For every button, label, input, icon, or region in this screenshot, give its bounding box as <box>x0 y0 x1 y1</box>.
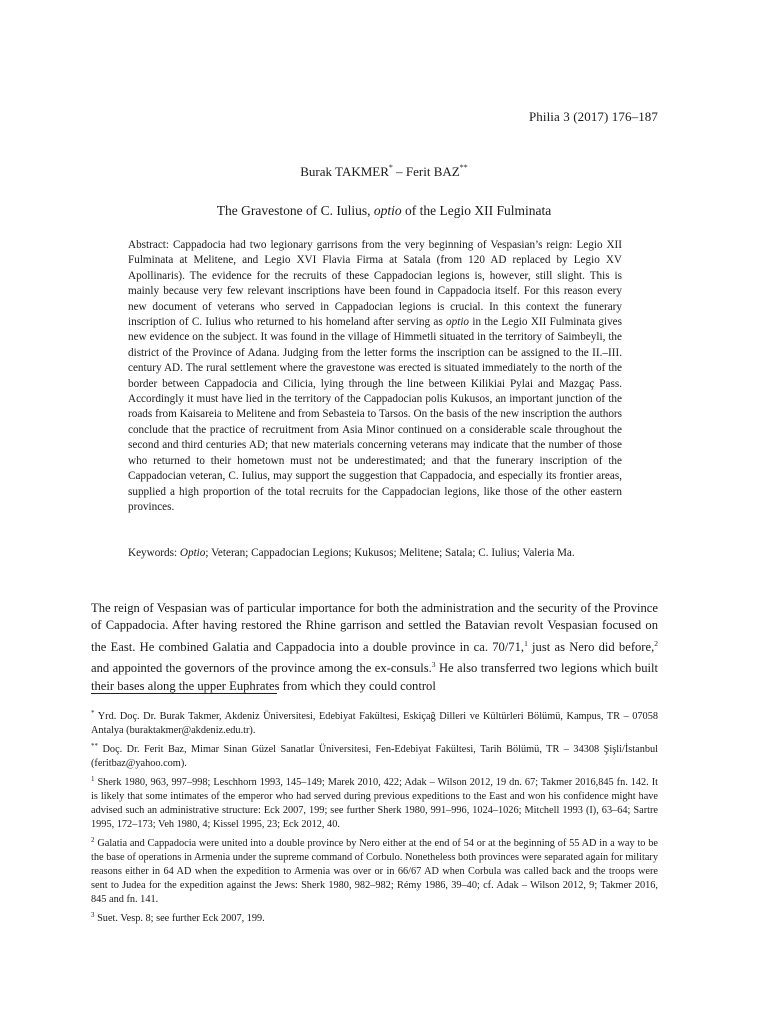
abstract-label: Abstract: <box>128 239 170 251</box>
journal-reference: Philia 3 (2017) 176–187 <box>528 109 658 124</box>
author-2: Ferit BAZ <box>405 164 460 179</box>
author-separator: – <box>392 164 406 179</box>
footnote <box>91 908 658 926</box>
footnote-mark: 2 <box>91 836 95 844</box>
author-1: Burak TAKMER <box>300 164 389 179</box>
abstract <box>128 238 622 515</box>
keywords <box>128 546 622 561</box>
footnote-text: Suet. Vesp. 8; see further Eck 2007, 199. <box>97 913 265 924</box>
footnote-mark: 3 <box>91 911 95 919</box>
footnotes <box>91 706 658 927</box>
author-2-footnote-mark: ** <box>459 163 468 172</box>
footnote-text: Doç. Dr. Ferit Baz, Mimar Sinan Güzel Sanatlar Üniversitesi, Fen-Edebiyat Fakültesi, Tarih Bölümü, TR – 34308 Şişli/İstanbul (feritbaz@yahoo.com). <box>91 744 658 769</box>
abstract-text-2: in the Legio XII Fulminata gives new evidence on the subject. It was found in the village of Himmetli situated in the territory of Saimbeyli, the district of the Province of Adana. Judging from the letter forms the inscription can be assigned to the II.–III. century AD. The rural settlement where the gravestone was erected is situated immediately to the north of the border between Cappadocia and Cilicia, lying through the line between Kilikiai Pylai and Mazgaç Pass. Accordingly it must have lied in the territory of the Cappadocian polis Kukusos, an important junction of the roads from Kaisareia to Melitene and from Sebasteia to Tarsos. On the basis of the new inscription the authors conclude that the practice of recruitment from Asia Minor continued on a considerable scale throughout the second and third centuries AD; that new materials concerning veterans may indicate that the number of those who returned to their hometown must not be underestimated; and that the funerary inscription of the Cappadocian veteran, C. Iulius, may support the suggestion that Cappadocia, and especially its frontier areas, supplied a high proportion of the total recruits for the Cappadocian legions, like those of the other eastern provinces. <box>128 316 622 513</box>
keywords-italic: Optio <box>179 547 206 559</box>
article-title <box>0 203 768 219</box>
footnote-ref-1[interactable]: 1 <box>524 638 528 648</box>
footnote-mark: * <box>91 709 95 717</box>
footnote-ref-2[interactable]: 2 <box>654 638 658 648</box>
footnote <box>91 772 658 832</box>
keywords-label: Keywords: <box>128 547 178 559</box>
footnote-text: Galatia and Cappadocia were united into a double province by Nero either at the end of 54 or at the beginning of 55 AD in a way to be the base of operations in Armenia under the supreme command of Corbulo. Nonetheless both provinces were separated again for military reasons either in 64 AD when the expedition to Armenia was over or in 66/67 AD when Corbula was called back and the troops were sent to Judea for the expedition against the Jews: Sherk 1980, 982–982; Rémy 1986, 39–40; cf. Adak – Wilson 2012, 9; Takmer 2016, 845 and fn. 141. <box>91 838 658 905</box>
footnote <box>91 833 658 907</box>
footnote <box>91 739 658 771</box>
body-paragraph <box>91 600 658 695</box>
body-text-2: just as Nero did before, <box>527 639 655 654</box>
footnote-mark: ** <box>91 742 98 750</box>
footnote-ref-3[interactable]: 3 <box>431 660 436 670</box>
footnote-text: Yrd. Doç. Dr. Burak Takmer, Akdeniz Üniversitesi, Edebiyat Fakültesi, Eskiçağ Dilleri ve Kültürleri Bölümü, Kampus, TR – 07058 Antalya (buraktakmer@akdeniz.edu.tr). <box>91 711 658 736</box>
abstract-italic: optio <box>446 316 470 329</box>
footnote-mark: 1 <box>91 775 95 783</box>
footnote-text: Sherk 1980, 963, 997–998; Leschhorn 1993, 145–149; Marek 2010, 422; Adak – Wilson 2012, 19 dn. 67; Takmer 2016,845 fn. 142. It is likely that some intimates of the emperor who had served during previous expeditions to the East and won his confidence might have advised such an administrative structure: Eck 2007, 199; see further Sherk 1980, 991–996, 1024–1026; Mitchell 1993 (I), 63–64; Sartre 1995, 172–173; Veh 1980, 4; Kissel 1995, 23; Eck 2012, 40. <box>91 777 658 830</box>
body-text-1: The reign of Vespasian was of particular importance for both the administration and the security of the Province of Cappadocia. After having restored the Rhine garrison and settled the Batavian revolt Vespasian focused on the East. He combined Galatia and Cappadocia into a double province in ca. 70/71, <box>91 601 658 654</box>
footnote-divider <box>91 693 277 694</box>
body-text-4: He also transferred two legions which built their bases along the upper Euphrates from which they could control <box>91 661 658 693</box>
abstract-text-1: Cappadocia had two legionary garrisons from the very beginning of Vespasian’s reign: Legio XII Fulminata at Melitene, and Legio XVI Flavia Firma at Satala (from 120 AD replaced by Legio XV Apollinaris). The evidence for the recruits of these Cappadocian legions is, however, still slight. This is mainly because very few relevant inscriptions have been found in Cappadocia itself. For this reason every new document of veterans who served in Cappadocian legions is crucial. In this context the funerary inscription of C. Iulius who returned to his homeland after serving as <box>128 239 622 329</box>
footnote <box>91 706 658 738</box>
author-1-footnote-mark: * <box>388 163 393 172</box>
title-part-2: of the Legio XII Fulminata <box>401 203 552 218</box>
title-part-1: The Gravestone of C. Iulius, <box>216 203 374 218</box>
keywords-text: ; Veteran; Cappadocian Legions; Kukusos; Melitene; Satala; C. Iulius; Valeria Ma. <box>205 547 575 559</box>
author-line <box>0 163 768 180</box>
body-text-3: and appointed the governors of the province among the ex-consuls. <box>91 661 432 676</box>
title-italic: optio <box>373 203 402 218</box>
